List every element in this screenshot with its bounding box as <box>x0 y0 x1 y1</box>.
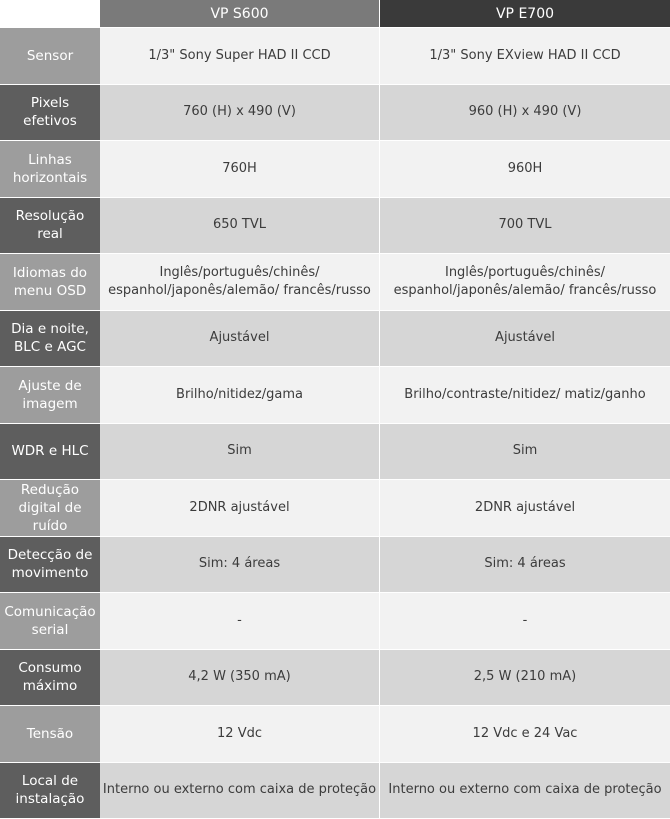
table-corner <box>0 0 100 28</box>
table-cell: Brilho/nitidez/gama <box>100 367 380 424</box>
row-label: Pixels efetivos <box>0 85 100 142</box>
row-label: Consumo máximo <box>0 650 100 707</box>
column-header-vp-e700: VP E700 <box>380 0 670 28</box>
row-label: Dia e noite, BLC e AGC <box>0 311 100 368</box>
table-cell: Ajustável <box>380 311 670 368</box>
table-cell: Sim <box>100 424 380 481</box>
table-cell: 2DNR ajustável <box>380 480 670 537</box>
table-cell: 760H <box>100 141 380 198</box>
row-label: WDR e HLC <box>0 424 100 481</box>
table-cell: Ajustável <box>100 311 380 368</box>
table-cell: Interno ou externo com caixa de proteção <box>100 763 380 819</box>
row-label: Sensor <box>0 28 100 85</box>
table-cell: 4,2 W (350 mA) <box>100 650 380 707</box>
table-cell: Interno ou externo com caixa de proteção <box>380 763 670 819</box>
table-cell: 2DNR ajustável <box>100 480 380 537</box>
table-cell: 1/3" Sony EXview HAD II CCD <box>380 28 670 85</box>
row-label: Ajuste de imagem <box>0 367 100 424</box>
row-label: Comunicação serial <box>0 593 100 650</box>
table-cell: 12 Vdc e 24 Vac <box>380 706 670 763</box>
table-cell: 12 Vdc <box>100 706 380 763</box>
column-header-vp-s600: VP S600 <box>100 0 380 28</box>
table-cell: Sim <box>380 424 670 481</box>
table-cell: 1/3" Sony Super HAD II CCD <box>100 28 380 85</box>
table-cell: Inglês/português/chinês/ espanhol/japonês/alemão/ francês/russo <box>380 254 670 311</box>
table-cell: - <box>100 593 380 650</box>
table-cell: Inglês/português/chinês/ espanhol/japonês/alemão/ francês/russo <box>100 254 380 311</box>
table-cell: 2,5 W (210 mA) <box>380 650 670 707</box>
table-cell: Brilho/contraste/nitidez/ matiz/ganho <box>380 367 670 424</box>
row-label: Linhas horizontais <box>0 141 100 198</box>
table-cell: 960 (H) x 490 (V) <box>380 85 670 142</box>
row-label: Redução digital de ruído <box>0 480 100 537</box>
table-cell: 960H <box>380 141 670 198</box>
row-label: Idiomas do menu OSD <box>0 254 100 311</box>
table-cell: 760 (H) x 490 (V) <box>100 85 380 142</box>
row-label: Tensão <box>0 706 100 763</box>
table-cell: 700 TVL <box>380 198 670 255</box>
table-cell: Sim: 4 áreas <box>100 537 380 594</box>
table-cell: - <box>380 593 670 650</box>
row-label: Detecção de movimento <box>0 537 100 594</box>
row-label: Resolução real <box>0 198 100 255</box>
row-label: Local de instalação <box>0 763 100 819</box>
table-cell: 650 TVL <box>100 198 380 255</box>
table-cell: Sim: 4 áreas <box>380 537 670 594</box>
